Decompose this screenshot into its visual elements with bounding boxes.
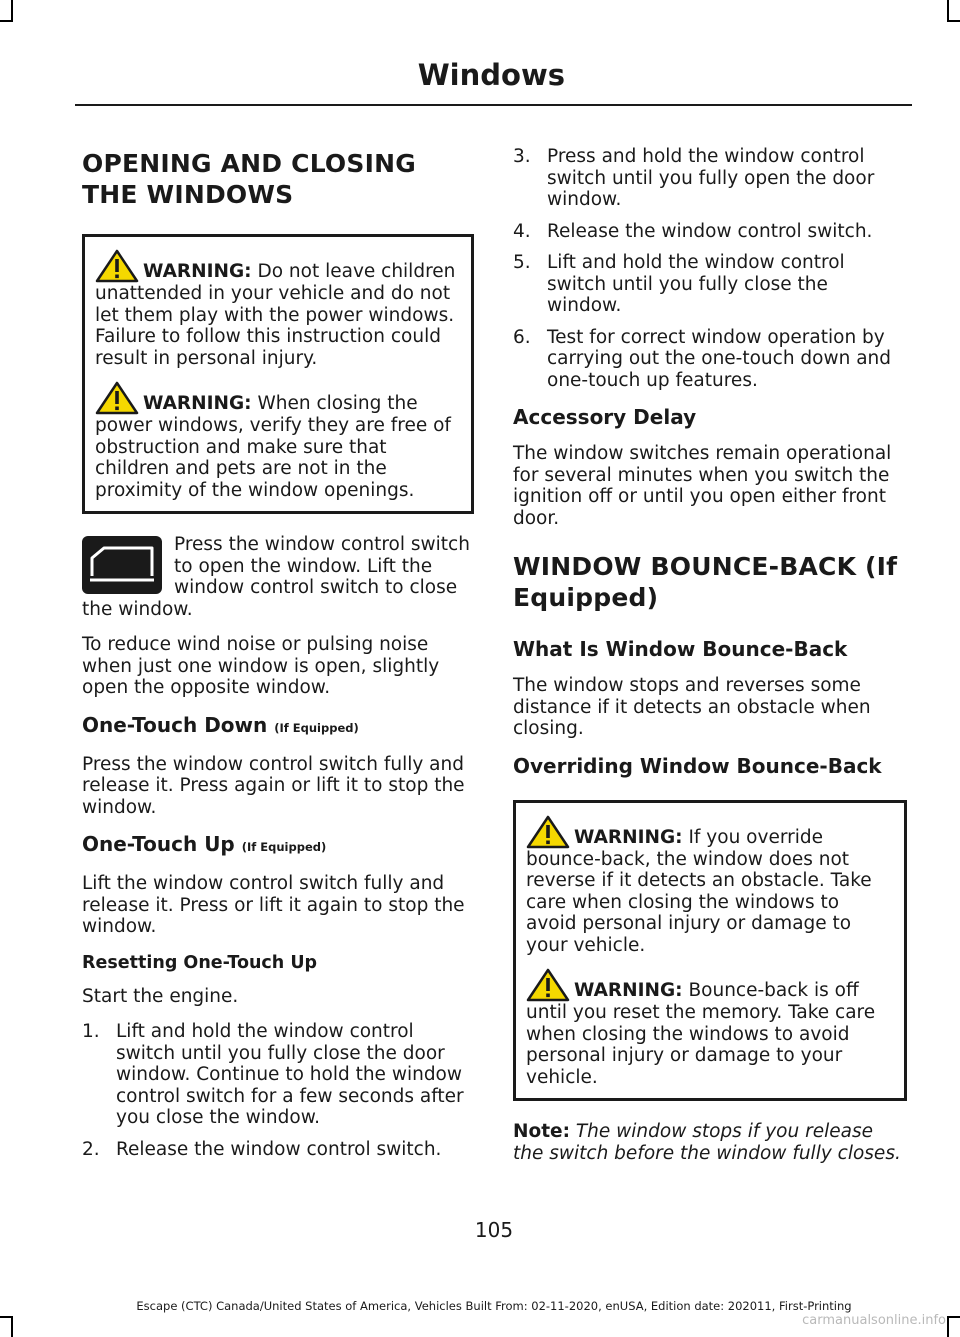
crop-mark: [947, 0, 949, 20]
one-touch-down-title: One-Touch Down: [82, 712, 268, 737]
one-touch-up-paragraph: Lift the window control switch fully and release it. Press or lift it again to stop the window.: [82, 873, 465, 937]
what-is-bounce-back-paragraph: The window stops and reverses some distance if it detects an obstacle when closing.: [513, 675, 871, 739]
step-number: 1.: [82, 1021, 100, 1042]
reset-intro-paragraph: Start the engine.: [82, 985, 239, 1007]
window-switch-icon: [82, 536, 162, 594]
warning-text: Do not leave children unattended in your vehicle and do not let them play with the power windows. Failure to follow this instruction could result in personal injury.: [95, 261, 456, 369]
step-number: 5.: [513, 252, 531, 273]
step-text: Release the window control switch.: [116, 1138, 442, 1160]
reset-steps-list-continued: [513, 146, 907, 391]
crop-mark: [947, 20, 960, 22]
warning-box: [82, 234, 474, 514]
warning-triangle-icon: [95, 249, 139, 283]
page-number: 105: [474, 1218, 514, 1242]
section-title: Windows: [417, 58, 565, 92]
step-text: Lift and hold the window control switch until you fully close the window.: [547, 252, 845, 316]
crop-mark: [947, 1318, 949, 1337]
heading-one-touch-down: [82, 713, 474, 740]
list-item: [513, 252, 907, 317]
note-label: Note:: [513, 1121, 570, 1142]
warning-text: If you override bounce-back, the window does not reverse if it detects an obstacle. Take care when closing the windows to avoid personal injury or damage to your vehicle.: [526, 826, 872, 956]
warning-label: WARNING:: [574, 980, 683, 1001]
accessory-delay-paragraph: The window switches remain operational for several minutes when you switch the ignition off or until you open either front door.: [513, 443, 892, 529]
crop-mark: [11, 0, 13, 20]
warning-paragraph: [95, 381, 461, 501]
warning-triangle-icon: [95, 381, 139, 415]
warning-label: WARNING:: [574, 826, 683, 848]
warning-text: Bounce-back is off until you reset the memory. Take care when closing the windows to avoid personal injury or damage to your vehicle.: [526, 980, 876, 1088]
one-touch-down-paragraph: Press the window control switch fully and release it. Press again or lift it to stop the window.: [82, 753, 465, 818]
heading-one-touch-up: [82, 832, 474, 859]
step-number: 6.: [513, 326, 531, 348]
list-item: [513, 327, 907, 392]
edition-footer: Escape (CTC) Canada/United States of America, Vehicles Built From: 02-11-2020, enUSA, Edition date: 202011, First-Printing: [136, 1299, 852, 1313]
crop-mark: [947, 1316, 960, 1318]
warning-label: WARNING:: [143, 393, 252, 414]
crop-mark: [0, 20, 13, 22]
step-number: 3.: [513, 146, 531, 167]
warning-label: WARNING:: [143, 261, 252, 282]
window-switch-paragraph: [82, 534, 474, 620]
warning-paragraph: [526, 815, 894, 957]
if-equipped-label: (If Equipped): [241, 840, 327, 854]
heading-resetting-one-touch-up: Resetting One-Touch Up: [82, 952, 318, 973]
heading-opening-closing: OPENING AND CLOSING THE WINDOWS: [82, 149, 416, 209]
step-number: 4.: [513, 220, 531, 242]
warning-triangle-icon: [526, 815, 570, 849]
crop-mark: [0, 1316, 13, 1318]
heading-what-is-bounce-back: What Is Window Bounce-Back: [513, 637, 848, 661]
list-item: [82, 1139, 474, 1161]
window-switch-text: Press the window control switch to open the window. Lift the window control switch to close the window.: [82, 534, 470, 620]
heading-window-bounce-back: WINDOW BOUNCE-BACK (If Equipped): [513, 552, 898, 612]
step-text: Lift and hold the window control switch until you fully close the door window. Continue to hold the window control switch for a few seconds after you close the window.: [116, 1021, 464, 1128]
step-text: Press and hold the window control switch until you fully open the door window.: [547, 146, 875, 210]
left-column: [82, 140, 474, 1174]
one-touch-up-title: One-Touch Up: [82, 832, 235, 856]
wind-noise-paragraph: To reduce wind noise or pulsing noise when just one window is open, slightly open the opposite window.: [82, 634, 440, 698]
heading-accessory-delay: Accessory Delay: [513, 405, 697, 429]
note-paragraph: [513, 1121, 907, 1164]
note-text: The window stops if you release the switch before the window fully closes.: [513, 1121, 901, 1164]
warning-paragraph: [526, 968, 894, 1088]
reset-steps-list: [82, 1021, 474, 1160]
warning-box: [513, 800, 907, 1102]
watermark: carmanualsonline.info: [802, 1313, 946, 1328]
crop-mark: [11, 1318, 13, 1337]
list-item: [82, 1021, 474, 1129]
list-item: [513, 221, 907, 243]
step-text: Test for correct window operation by carrying out the one-touch down and one-touch up features.: [547, 326, 892, 391]
heading-overriding-bounce-back: Overriding Window Bounce-Back: [513, 753, 882, 778]
step-text: Release the window control switch.: [547, 220, 873, 242]
warning-triangle-icon: [526, 968, 570, 1002]
warning-paragraph: [95, 249, 461, 369]
list-item: [513, 146, 907, 211]
warning-text: When closing the power windows, verify they are free of obstruction and make sure that children and pets are not in the proximity of the window openings.: [95, 393, 451, 501]
header-rule: [75, 104, 912, 106]
if-equipped-label: (If Equipped): [274, 720, 359, 735]
right-column: [513, 146, 907, 1178]
step-number: 2.: [82, 1138, 100, 1160]
